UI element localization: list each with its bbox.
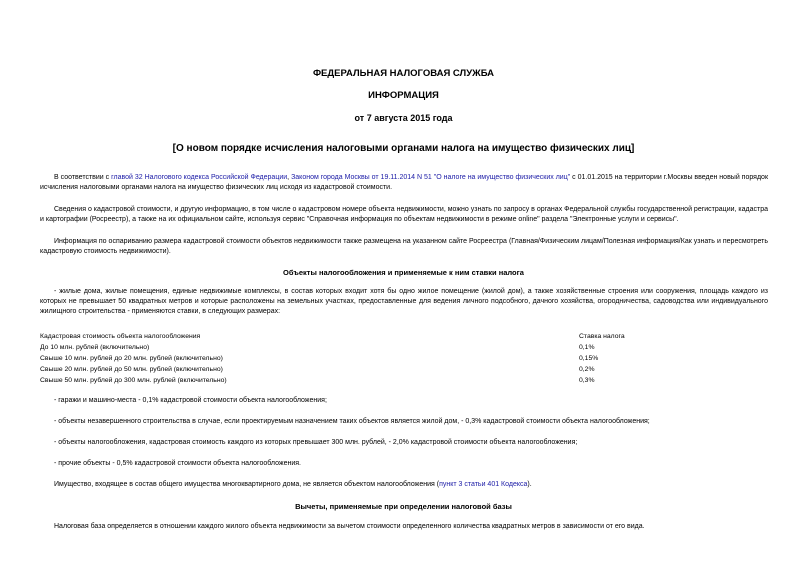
article-401-link[interactable]: пункт 3 статьи 401 Кодекса	[439, 481, 528, 488]
table-cell: 0,1%	[579, 344, 595, 351]
list-item-garages: - гаражи и машино-места - 0,1% кадастровой стоимости объекта налогообложения;	[54, 397, 327, 404]
document-title: [О новом порядке исчисления налоговыми органами налога на имущество физических лиц]	[172, 143, 635, 154]
table-cell: До 10 млн. рублей (включительно)	[40, 344, 150, 351]
table-row	[40, 353, 768, 364]
table-cell: Свыше 10 млн. рублей до 20 млн. рублей (включительно)	[40, 355, 223, 362]
table-header-cell: Кадастровая стоимость объекта налогообложения	[40, 333, 201, 340]
paragraph-intro-mid: ,	[287, 174, 292, 181]
paragraph-cadastral-info: Сведения о кадастровой стоимости, и другую информацию, в том числе о кадастровом номере объекта недвижимости, можно узнать по запросу в органах Федеральной службы государственной регистрации, кадастра и картографии (Росреестр), а также на их официальном сайте, используя сервис "Справочная информация по объектам недвижимости в режиме online" раздела "Электронные услуги и сервисы".	[40, 206, 768, 223]
section-heading-tax-objects: Объекты налогообложения и применяемые к ним ставки налога	[283, 268, 524, 277]
table-cell: 0,3%	[579, 377, 595, 384]
list-item-other-objects: - прочие объекты - 0,5% кадастровой стоимости объекта налогообложения.	[54, 460, 301, 467]
paragraph-residential-objects: - жилые дома, жилые помещения, единые недвижимые комплексы, в состав которых входит хотя бы одно жилое помещение (жилой дом), а также хозяйственные строения или сооружения, площадь каждого из которых не превышает 50 квадратных метров и которые расположены на земельных участках, предоставленные для ведения личного подсобного, дачного хозяйства, огородничества, садоводства или индивидуального жилищного строительства - применяются ставки, в следующих размерах:	[40, 288, 768, 315]
common-property-pre: Имущество, входящее в состав общего имущества многоквартирного дома, не является объектом налогообложения (	[54, 481, 440, 488]
table-header-cell: Ставка налога	[579, 333, 625, 340]
table-header-row	[40, 331, 768, 342]
section-heading-deductions: Вычеты, применяемые при определении налоговой базы	[295, 502, 512, 511]
table-cell: 0,15%	[579, 355, 599, 362]
rates-table	[40, 331, 768, 386]
paragraph-common-property	[40, 480, 768, 490]
paragraph-dispute-info: Информация по оспариванию размера кадастровой стоимости объектов недвижимости также размещена на указанном сайте Росреестра (Главная/Физическим лицам/Полезная информация/Как узнать и пересмотреть кадастровую стоимость недвижимости).	[40, 238, 768, 255]
table-cell: Свыше 20 млн. рублей до 50 млн. рублей (включительно)	[40, 366, 223, 373]
common-property-post: ).	[527, 481, 532, 488]
table-cell: 0,2%	[579, 366, 595, 373]
table-row	[40, 364, 768, 375]
table-row	[40, 375, 768, 386]
moscow-law-link[interactable]: Законом города Москвы от 19.11.2014 N 51 "О налоге на имущество физических лиц"	[291, 174, 571, 181]
paragraph-intro	[40, 173, 768, 193]
table-row	[40, 342, 768, 353]
agency-heading: ФЕДЕРАЛЬНАЯ НАЛОГОВАЯ СЛУЖБА	[312, 68, 495, 79]
paragraph-tax-base: Налоговая база определяется в отношении каждого жилого объекта недвижимости за вычетом стоимости определенного количества квадратных метров в зависимости от его вида.	[54, 523, 645, 530]
table-cell: Свыше 50 млн. рублей до 300 млн. рублей (включительно)	[40, 377, 227, 384]
paragraph-intro-post: с 01.01.2015 на территории г.Москвы введен новый порядок исчисления налоговыми органами налога на имущество физических лиц исходя из кадастровой стоимости.	[40, 174, 769, 191]
doc-type-heading: ИНФОРМАЦИЯ	[368, 90, 439, 101]
paragraph-intro-pre: В соответствии с	[54, 174, 112, 181]
list-item-unfinished-construction: - объекты незавершенного строительства в случае, если проектируемым назначением таких объектов является жилой дом, - 0,3% кадастровой стоимости объекта налогообложения;	[54, 418, 650, 425]
list-item-over-300m: - объекты налогообложения, кадастровая стоимость каждого из которых превышает 300 млн. рублей, - 2,0% кадастровой стоимости объекта налогообложения;	[54, 439, 578, 446]
tax-code-chapter-link[interactable]: главой 32 Налогового кодекса Российской Федерации	[111, 174, 288, 181]
doc-date: от 7 августа 2015 года	[354, 113, 453, 123]
